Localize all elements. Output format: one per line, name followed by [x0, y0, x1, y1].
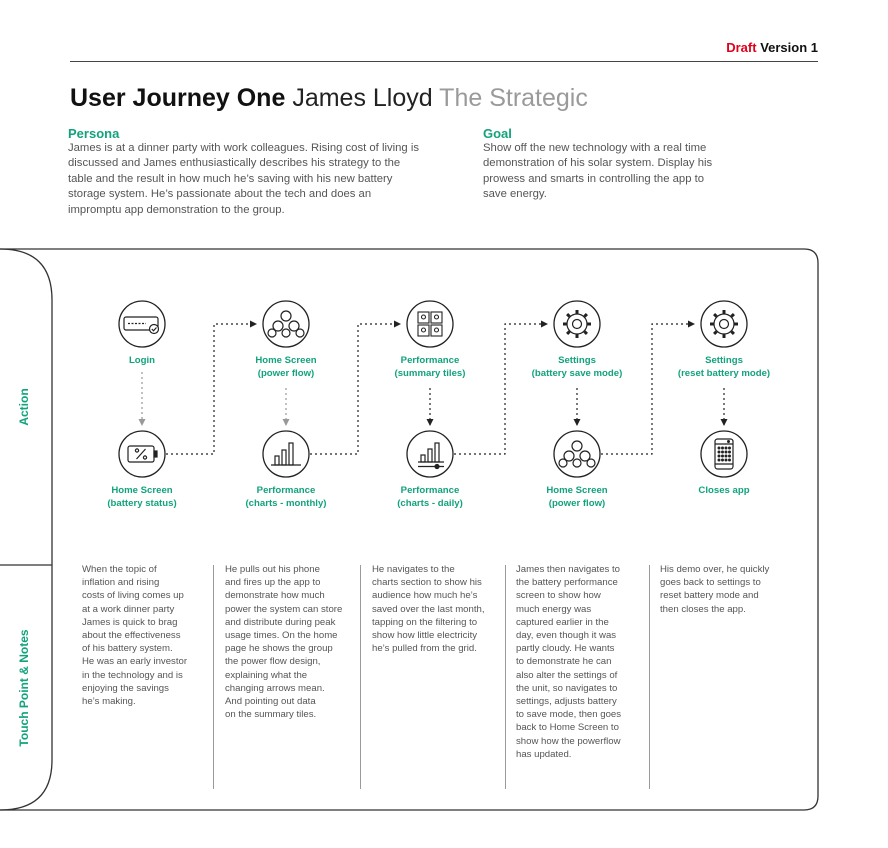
note-line: His demo over, he quickly: [660, 564, 770, 575]
note-line: James then navigates to: [516, 564, 620, 575]
goal-line: save energy.: [483, 188, 547, 201]
goal-line: Show off the new technology with a real time: [483, 142, 707, 154]
note-line: the battery performance: [516, 577, 618, 589]
note-line: and fires up the app to: [225, 577, 321, 589]
note-line: demonstrate how much: [225, 590, 325, 602]
title-name: James Lloyd: [292, 84, 433, 112]
note-line: much energy was: [516, 603, 592, 615]
note-line: usage times. On the home: [225, 630, 338, 642]
note-line: saved over the last month,: [372, 603, 485, 615]
touch-point-label: Touch Point & Notes: [17, 629, 31, 747]
step-title: Performance: [400, 485, 460, 496]
step-label-perf-monthly: [216, 485, 356, 510]
step-label-closes: [654, 485, 794, 498]
note-line: goes back to settings to: [660, 577, 761, 589]
step-subtitle: (battery status): [107, 497, 177, 509]
persona-heading: Persona: [68, 126, 120, 141]
persona-line: impromptu app demonstration to the group.: [68, 203, 285, 216]
step-title: Home Screen: [546, 485, 608, 496]
note-line: screen to show how: [516, 590, 601, 602]
note-line: power the system can store: [225, 603, 343, 615]
note-line: reset battery mode and: [660, 590, 759, 602]
note-column-2: [225, 563, 359, 721]
step-label-home-battery: [72, 485, 212, 510]
note-line: the unit, so navigates to: [516, 682, 618, 694]
note-line: He was an early investor: [82, 656, 188, 668]
note-line: he’s making.: [82, 696, 136, 708]
note-line: charts section to show his: [372, 577, 482, 589]
step-label-home-power: [216, 355, 356, 380]
home-battery-node: [119, 431, 165, 477]
note-line: in the technology and is: [82, 669, 183, 681]
step-title: Performance: [400, 355, 460, 366]
note-line: changing arrows mean.: [225, 682, 325, 694]
note-line: costs of living comes up: [82, 590, 184, 602]
note-line: also alter the settings of: [516, 669, 618, 681]
connector-step-2: [310, 324, 400, 454]
step-title: Closes app: [698, 485, 750, 496]
note-line: the power flow design,: [225, 656, 321, 668]
daily-node: [407, 431, 453, 477]
note-line: He navigates to the: [372, 564, 455, 575]
step-subtitle: (battery save mode): [531, 367, 623, 379]
home-power2-node: [554, 431, 600, 477]
version-number: Version 1: [760, 40, 818, 55]
step-subtitle: (charts - daily): [397, 497, 463, 509]
note-line: he’s pulled from the grid.: [372, 643, 477, 655]
step-title: Home Screen: [255, 355, 317, 366]
note-line: to demonstrate he can: [516, 656, 612, 668]
connector-step-1: [166, 324, 256, 454]
note-line: When the topic of: [82, 564, 157, 575]
column-divider: [505, 565, 506, 789]
persona-line: discussed and James enthusiastically describes his strategy to the: [68, 157, 401, 170]
note-line: audience how much he’s: [372, 590, 478, 602]
note-line: of his battery system.: [82, 643, 173, 655]
note-line: James is quick to brag: [82, 616, 178, 628]
step-subtitle: (summary tiles): [394, 367, 466, 379]
note-line: tapping on the filtering to: [372, 616, 478, 628]
step-label-perf-tiles: [360, 355, 500, 380]
note-line: partly cloudy. He wants: [516, 643, 615, 655]
draft-label: Draft: [726, 40, 757, 55]
column-divider: [649, 565, 650, 789]
connector-step-3: [454, 324, 547, 454]
step-label-perf-daily: [360, 485, 500, 510]
step-subtitle: (reset battery mode): [677, 367, 771, 379]
note-line: He pulls out his phone: [225, 564, 320, 575]
connector-step-4: [601, 324, 694, 454]
step-subtitle: (charts - monthly): [245, 497, 327, 509]
note-line: inflation and rising: [82, 577, 160, 589]
note-line: back to Home Screen to: [516, 722, 619, 734]
note-line: and distribute during peak: [225, 616, 336, 628]
step-label-settings-reset: [654, 355, 794, 380]
note-line: show how little electricity: [372, 630, 478, 642]
note-column-4: [516, 563, 648, 761]
note-column-3: [372, 563, 503, 655]
persona-line: storage system. He’s passionate about the tech and does an: [68, 188, 372, 201]
note-column-1: [82, 563, 210, 708]
note-line: on the summary tiles.: [225, 709, 317, 721]
title-archetype: The Strategic: [439, 84, 588, 112]
step-subtitle: (power flow): [548, 497, 606, 509]
home-power-node: [263, 301, 309, 347]
persona-line: table and the result in how much he’s saving with his new battery: [68, 172, 393, 185]
goal-line: prowess and smarts in controlling the app to: [483, 172, 705, 185]
note-line: day, even though it was: [516, 630, 617, 642]
note-column-5: [660, 563, 810, 616]
goal-heading: Goal: [483, 126, 512, 141]
step-title: Login: [128, 355, 156, 366]
note-line: settings, adjusts battery: [516, 696, 617, 708]
column-divider: [213, 565, 214, 789]
note-line: then closes the app.: [660, 603, 746, 615]
title-journey: User Journey One: [70, 84, 286, 112]
note-line: page he shows the group: [225, 643, 333, 655]
note-line: at a work dinner party: [82, 603, 175, 615]
step-label-login: [72, 355, 212, 368]
note-line: show how the powerflow: [516, 735, 621, 747]
settings-reset-node: [701, 301, 747, 347]
closes-node: [701, 431, 747, 477]
action-label: Action: [17, 388, 31, 426]
settings-save-node: [554, 301, 600, 347]
step-title: Home Screen: [111, 485, 173, 496]
note-line: captured earlier in the: [516, 616, 609, 628]
step-title: Settings: [705, 355, 743, 366]
note-line: has updated.: [516, 748, 572, 760]
step-subtitle: (power flow): [257, 367, 315, 379]
step-title: Performance: [256, 485, 316, 496]
note-line: explaining what the: [225, 669, 308, 681]
note-line: to save mode, then goes: [516, 709, 622, 721]
note-line: about the effectiveness: [82, 630, 181, 642]
note-line: And pointing out data: [225, 696, 316, 708]
goal-line: demonstration of his solar system. Display his: [483, 157, 713, 170]
note-line: enjoying the savings: [82, 682, 169, 694]
step-label-home-power2: [507, 485, 647, 510]
column-divider: [360, 565, 361, 789]
persona-line: James is at a dinner party with work colleagues. Rising cost of living is: [68, 142, 419, 154]
tiles-node: [407, 301, 453, 347]
step-title: Settings: [558, 355, 596, 366]
step-label-settings-save: [507, 355, 647, 380]
